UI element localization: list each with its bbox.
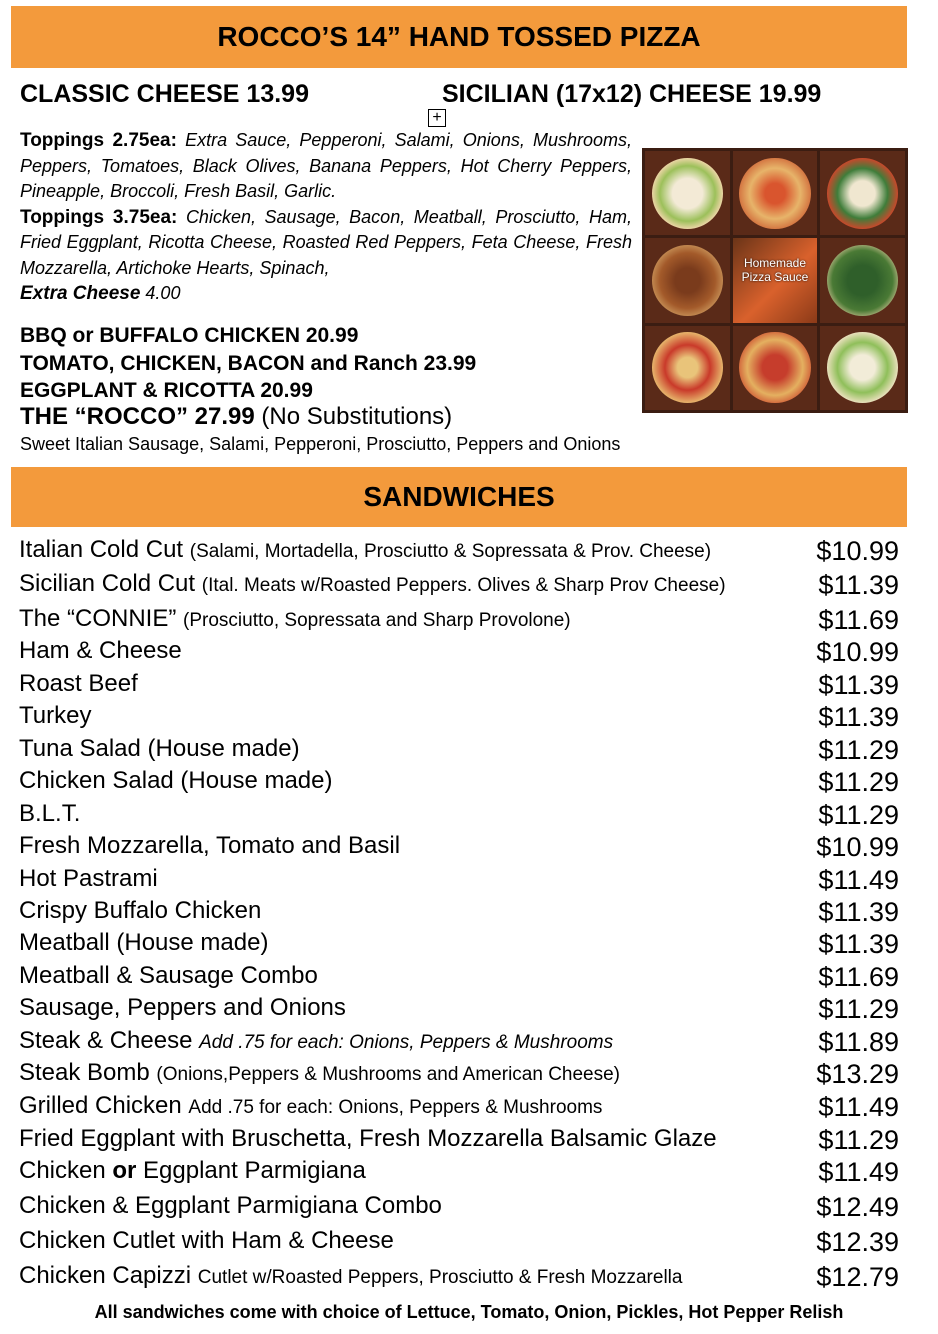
sandwich-name: Sicilian Cold Cut bbox=[19, 570, 196, 597]
sandwich-row bbox=[19, 1186, 899, 1220]
sandwich-footer-note: All sandwiches come with choice of Lettuce, Tomato, Onion, Pickles, Hot Pepper Relish bbox=[94, 1302, 844, 1322]
sandwich-name: Turkey bbox=[19, 702, 92, 729]
pizza-photo bbox=[645, 326, 730, 410]
sicilian-cheese-price: SICILIAN (17x12) CHEESE 19.99 bbox=[442, 80, 822, 108]
specialty-pizzas bbox=[20, 322, 476, 405]
sandwich-row bbox=[19, 599, 899, 633]
sandwich-item bbox=[19, 570, 726, 598]
sandwich-price: $11.29 bbox=[818, 994, 899, 1024]
toppings-regular-label: Toppings 2.75ea: bbox=[20, 130, 177, 151]
sandwich-name: Steak Bomb bbox=[19, 1059, 150, 1086]
pizza-sauce-caption: Homemade Pizza Sauce bbox=[741, 256, 809, 285]
plus-icon[interactable]: + bbox=[428, 109, 446, 127]
sandwich-price: $11.29 bbox=[818, 767, 899, 797]
sandwich-price: $11.89 bbox=[818, 1027, 899, 1057]
specialty-pizza: BBQ or BUFFALO CHICKEN 20.99 bbox=[20, 324, 359, 347]
sandwich-row bbox=[19, 1221, 899, 1255]
sandwich-row bbox=[19, 631, 899, 665]
sandwich-row bbox=[19, 1021, 899, 1055]
sandwich-item bbox=[19, 1125, 717, 1153]
pizza-section-title: ROCCO’S 14” HAND TOSSED PIZZA bbox=[11, 6, 907, 68]
sandwich-price: $11.29 bbox=[818, 1125, 899, 1155]
sandwich-name: Italian Cold Cut bbox=[19, 536, 184, 563]
sandwich-item bbox=[19, 1192, 442, 1220]
sandwich-price: $11.49 bbox=[818, 865, 899, 895]
sandwich-name: Hot Pastrami bbox=[19, 865, 158, 892]
sandwich-name: Fried Eggplant with Bruschetta, Fresh Mozzarella Balsamic Glaze bbox=[19, 1125, 717, 1152]
sandwich-name: Chicken & Eggplant Parmigiana Combo bbox=[19, 1192, 442, 1219]
sandwich-row bbox=[19, 729, 899, 763]
sandwich-item bbox=[19, 1059, 620, 1087]
sandwich-name: Steak & Cheese bbox=[19, 1027, 193, 1054]
sandwich-item bbox=[19, 670, 138, 698]
sandwich-row bbox=[19, 564, 899, 598]
sandwich-row bbox=[19, 923, 899, 957]
sandwich-item bbox=[19, 800, 80, 828]
toppings-premium-label: Toppings 3.75ea: bbox=[20, 206, 178, 228]
sandwich-row bbox=[19, 826, 899, 860]
sandwich-name: Meatball (House made) bbox=[19, 929, 269, 956]
sandwich-price: $13.29 bbox=[816, 1059, 899, 1089]
sandwich-price: $12.39 bbox=[816, 1227, 899, 1257]
sandwich-price: $12.79 bbox=[816, 1262, 899, 1292]
sandwich-name: The “CONNIE” bbox=[19, 605, 177, 632]
toppings-premium-list: Chicken, Sausage, Bacon, Meatball, Prosciutto, Ham, Fried Eggplant, Ricotta Cheese, Roasted Red Peppers, Feta Cheese, Fresh Mozzarella, Artichoke Hearts, Spinach, bbox=[20, 206, 632, 278]
sandwich-note: Add .75 for each: Onions, Peppers & Mushrooms bbox=[199, 1032, 614, 1053]
sandwich-item bbox=[19, 735, 300, 763]
sandwich-item bbox=[19, 605, 571, 633]
sandwich-price: $11.69 bbox=[818, 605, 899, 635]
sandwich-price: $11.29 bbox=[818, 735, 899, 765]
sandwich-row bbox=[19, 988, 899, 1022]
sandwich-row bbox=[19, 696, 899, 730]
sandwich-note: Cutlet w/Roasted Peppers, Prosciutto & Fresh Mozzarella bbox=[197, 1267, 683, 1288]
rocco-pizza-description: Sweet Italian Sausage, Salami, Pepperoni, Prosciutto, Peppers and Onions bbox=[20, 434, 621, 454]
sandwich-row bbox=[19, 891, 899, 925]
sandwich-item bbox=[19, 1027, 613, 1055]
sandwich-row bbox=[19, 1086, 899, 1120]
sandwich-price: $12.49 bbox=[816, 1192, 899, 1222]
classic-cheese-price: CLASSIC CHEESE 13.99 bbox=[20, 80, 309, 108]
sandwich-name: Crispy Buffalo Chicken bbox=[19, 897, 262, 924]
sandwich-price: $10.99 bbox=[816, 637, 899, 667]
sandwich-item bbox=[19, 767, 333, 795]
sandwich-name: Sausage, Peppers and Onions bbox=[19, 994, 346, 1021]
sandwich-row bbox=[19, 1119, 899, 1153]
sandwich-price: $11.39 bbox=[818, 897, 899, 927]
sandwich-note: (Ital. Meats w/Roasted Peppers. Olives & Sharp Prov Cheese) bbox=[201, 575, 726, 596]
sandwich-price: $11.29 bbox=[818, 800, 899, 830]
extra-cheese-label: Extra Cheese bbox=[20, 283, 141, 304]
sandwich-price: $11.39 bbox=[818, 929, 899, 959]
sandwich-item bbox=[19, 832, 400, 860]
pizza-photo bbox=[820, 238, 905, 322]
pizza-photo-collage bbox=[642, 148, 908, 413]
extra-cheese bbox=[20, 281, 632, 307]
sandwich-row bbox=[19, 1256, 899, 1290]
sandwich-item bbox=[19, 865, 158, 893]
sandwich-name: Chicken Cutlet with Ham & Cheese bbox=[19, 1227, 394, 1254]
sandwich-item bbox=[19, 994, 346, 1022]
sandwich-note: (Onions,Peppers & Mushrooms and American Cheese) bbox=[156, 1064, 621, 1085]
sandwich-item bbox=[19, 637, 182, 665]
sandwich-item bbox=[19, 536, 711, 564]
specialty-pizza: EGGPLANT & RICOTTA 20.99 bbox=[20, 379, 313, 402]
sandwich-price: $11.39 bbox=[818, 670, 899, 700]
sandwich-name: Tuna Salad (House made) bbox=[19, 735, 300, 762]
sandwich-row bbox=[19, 664, 899, 698]
sandwich-item bbox=[19, 1262, 682, 1290]
pizza-sauce-photo bbox=[733, 238, 818, 322]
sandwich-item bbox=[19, 1227, 394, 1255]
sandwich-note: (Prosciutto, Sopressata and Sharp Provolone) bbox=[183, 610, 571, 631]
sandwich-price: $11.69 bbox=[818, 962, 899, 992]
sandwich-price: $10.99 bbox=[816, 536, 899, 566]
sandwich-row bbox=[19, 794, 899, 828]
toppings-regular bbox=[20, 128, 632, 205]
specialty-pizza: TOMATO, CHICKEN, BACON and Ranch 23.99 bbox=[20, 351, 477, 375]
toppings-regular-list: Extra Sauce, Pepperoni, Salami, Onions, Mushrooms, Peppers, Tomatoes, Black Olives, Banana Peppers, Hot Cherry Peppers, Pineapple, Broccoli, Fresh Basil, Garlic. bbox=[20, 130, 632, 201]
sandwich-price: $11.39 bbox=[818, 570, 899, 600]
sandwich-item bbox=[19, 929, 268, 957]
pizza-photo bbox=[645, 151, 730, 235]
sandwich-price: $11.39 bbox=[818, 702, 899, 732]
sandwich-note: Add .75 for each: Onions, Peppers & Mushrooms bbox=[188, 1097, 603, 1118]
sandwiches-section-title: SANDWICHES bbox=[11, 467, 907, 527]
extra-cheese-price: 4.00 bbox=[145, 283, 181, 303]
sandwich-price: $10.99 bbox=[816, 832, 899, 862]
sandwich-name: Fresh Mozzarella, Tomato and Basil bbox=[19, 832, 401, 859]
sandwich-name: Ham & Cheese bbox=[19, 637, 182, 664]
pizza-photo bbox=[733, 326, 818, 410]
sandwich-row bbox=[19, 530, 899, 564]
sandwich-item bbox=[19, 1092, 602, 1120]
sandwich-row bbox=[19, 956, 899, 990]
sandwich-row bbox=[19, 761, 899, 795]
sandwich-item bbox=[19, 702, 91, 730]
rocco-pizza bbox=[20, 403, 452, 431]
pizza-photo bbox=[820, 326, 905, 410]
sandwich-name: Chicken Capizzi bbox=[19, 1262, 192, 1289]
pizza-photo bbox=[820, 151, 905, 235]
sandwich-item bbox=[19, 1157, 366, 1185]
pizza-photo bbox=[645, 238, 730, 322]
sandwich-price: $11.49 bbox=[818, 1157, 899, 1187]
rocco-pizza-name: THE “ROCCO” 27.99 bbox=[20, 403, 255, 430]
sandwich-name: Meatball & Sausage Combo bbox=[19, 962, 318, 989]
sandwich-name: Roast Beef bbox=[19, 670, 138, 697]
sandwich-name: Chicken or Eggplant Parmigiana bbox=[19, 1157, 366, 1184]
toppings-premium bbox=[20, 205, 632, 282]
sandwich-name: Grilled Chicken bbox=[19, 1092, 182, 1119]
sandwich-item bbox=[19, 897, 261, 925]
sandwich-price: $11.49 bbox=[818, 1092, 899, 1122]
sandwich-note: (Salami, Mortadella, Prosciutto & Sopressata & Prov. Cheese) bbox=[189, 541, 712, 562]
sandwich-row bbox=[19, 859, 899, 893]
toppings-block bbox=[20, 128, 632, 307]
sandwich-name: Chicken Salad (House made) bbox=[19, 767, 333, 794]
sandwich-item bbox=[19, 962, 318, 990]
rocco-pizza-note: (No Substitutions) bbox=[261, 403, 453, 430]
sandwich-name: B.L.T. bbox=[19, 800, 81, 827]
pizza-photo bbox=[733, 151, 818, 235]
sandwich-row bbox=[19, 1151, 899, 1185]
sandwich-row bbox=[19, 1053, 899, 1087]
